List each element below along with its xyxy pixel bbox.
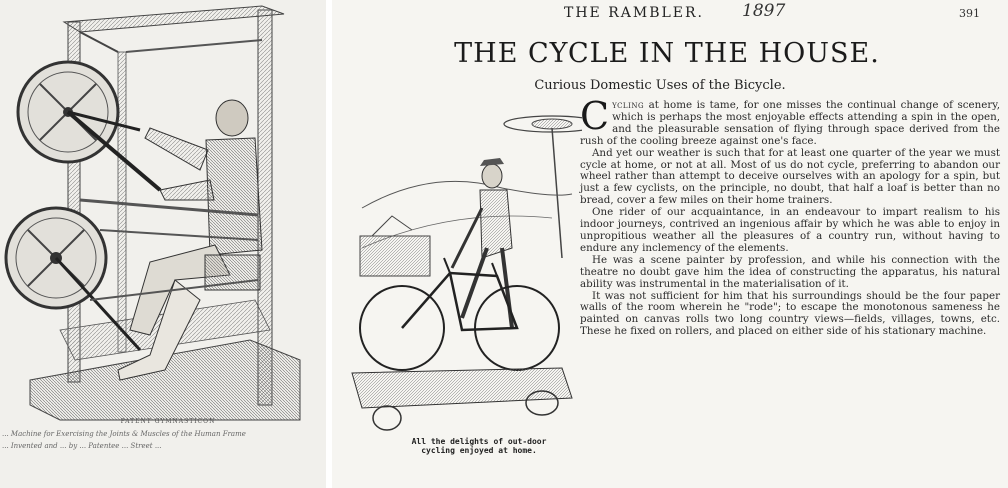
- plate-title: PATENT GYMNASTICON: [120, 418, 216, 425]
- drop-cap: C: [580, 94, 610, 138]
- handwritten-year: 1897: [742, 1, 786, 21]
- gymnasticon-engraving: [0, 0, 326, 488]
- lead-text: at home is tame, for one misses the continual change of scenery, which is perhaps the most enjoyable effects attending a spin in the open, and the pleasurable sensation of flying through space derived from the rush of the cooling breeze against one's face.: [580, 99, 1000, 147]
- article-body: [580, 94, 1000, 338]
- article-paragraph: [580, 94, 1000, 148]
- article-paragraph: It was not sufficient for him that his surroundings should be the four paper walls of the room wherein he "rode"; to escape the monotonous sameness he painted on canvas rolls two long country views—fields, villages, towns, etc. These he fixed on rollers, and placed on either side of his stationary machine.: [580, 289, 1000, 338]
- illustration-caption: All the delights of out-door cycling enjoyed at home.: [411, 437, 547, 455]
- lead-small-caps: ycling: [612, 99, 645, 111]
- running-head: THE RAMBLER.: [564, 5, 704, 21]
- gymnasticon-engraving-panel: [0, 0, 326, 488]
- magazine-page: [332, 0, 1008, 488]
- home-cycling-illustration: [332, 98, 582, 438]
- article-paragraph: One rider of our acquaintance, in an endeavour to impart realism to his indoor journeys, contrived an ingenious affair by which he was able to enjoy in unpropitious weather all the pleasures of a country run, without having to endure any inclemency of the elements.: [580, 206, 1000, 254]
- article-title: THE CYCLE IN THE HOUSE.: [454, 38, 880, 69]
- plate-caption: [2, 428, 322, 452]
- plate-caption-line: ... Invented and ... by ... Patentee ... Street ...: [2, 442, 162, 450]
- plate-caption-line: ... Machine for Exercising the Joints & Muscles of the Human Frame: [2, 430, 246, 438]
- article-paragraph: He was a scene painter by profession, and while his connection with the theatre no doubt gave him the idea of constructing the apparatus, his natural ability was instrumental in the materialisation of it.: [580, 253, 1000, 290]
- page-number: 391: [959, 7, 980, 20]
- article-paragraph: And yet our weather is such that for at least one quarter of the year we must cycle at home, or not at all. Most of us do not cycle, preferring to abandon our wheel rather than attempt to deceive ourselves with an apology for a spin, but just a few cyclists, on the principle, no doubt, that half a loaf is better than no bread, cover a few miles on their home trainers.: [580, 146, 1000, 207]
- article-subtitle: Curious Domestic Uses of the Bicycle.: [534, 78, 786, 93]
